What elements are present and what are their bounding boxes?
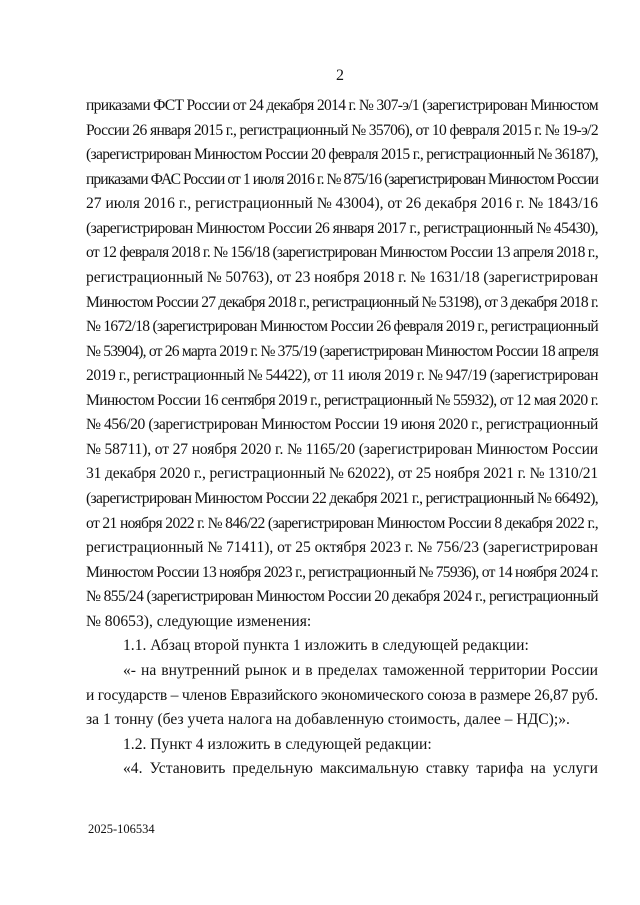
text-line	[86, 315, 598, 340]
text-line	[86, 119, 598, 144]
text-line-content: 31 декабря 2020 г., регистрационный № 62022), от 25 ноября 2021 г. № 1310/21	[86, 465, 598, 483]
text-line-content: 1.1. Абзац второй пункта 1 изложить в следующей редакции:	[123, 637, 529, 655]
text-line-content: от 12 февраля 2018 г. № 156/18 (зарегистрирован Минюстом России 13 апреля 2018 г.,	[86, 244, 598, 262]
text-line	[86, 340, 598, 365]
text-line-content: № 456/20 (зарегистрирован Минюстом России 19 июня 2020 г., регистрационный	[86, 416, 598, 434]
text-line	[86, 217, 598, 242]
text-line-content: Минюстом России 27 декабря 2018 г., регистрационный № 53198), от 3 декабря 2018 г.	[86, 293, 598, 311]
document-code: 2025-106534	[88, 822, 155, 836]
text-line	[86, 585, 598, 610]
text-line	[86, 610, 598, 635]
text-line	[86, 733, 598, 758]
text-line	[86, 487, 598, 512]
text-line-content: приказами ФАС России от 1 июля 2016 г. № 875/16 (зарегистрирован Минюстом России	[86, 170, 598, 188]
text-line	[86, 684, 598, 709]
text-line	[86, 192, 598, 217]
text-line-content: за 1 тонну (без учета налога на добавленную стоимость, далее – НДС);».	[86, 711, 570, 729]
text-line-content: от 21 ноября 2022 г. № 846/22 (зарегистрирован Минюстом России 8 декабря 2022 г.,	[86, 514, 598, 532]
document-body	[86, 94, 598, 782]
text-line	[86, 266, 598, 291]
text-line	[86, 512, 598, 537]
text-line-content: № 58711), от 27 ноября 2020 г. № 1165/20 (зарегистрирован Минюстом России	[86, 440, 598, 458]
text-line-content: № 80653), следующие изменения:	[86, 612, 312, 630]
text-line	[86, 708, 598, 733]
text-line-content: 1.2. Пункт 4 изложить в следующей редакции:	[123, 735, 432, 753]
text-line	[86, 291, 598, 316]
text-line	[86, 241, 598, 266]
text-line	[86, 364, 598, 389]
text-line-content: регистрационный № 71411), от 25 октября 2023 г. № 756/23 (зарегистрирован	[86, 539, 598, 557]
text-line-content: регистрационный № 50763), от 23 ноября 2018 г. № 1631/18 (зарегистрирован	[86, 268, 598, 286]
text-line-content: № 855/24 (зарегистрирован Минюстом России 20 декабря 2024 г., регистрационный	[86, 588, 598, 606]
text-line	[86, 168, 598, 193]
page-number: 2	[336, 67, 344, 84]
text-line-content: № 1672/18 (зарегистрирован Минюстом России 26 февраля 2019 г., регистрационный	[86, 318, 598, 336]
text-line-content: (зарегистрирован Минюстом России 20 февраля 2015 г., регистрационный № 36187),	[86, 146, 598, 164]
text-line-content: «4. Установить предельную максимальную ставку тарифа на услуги	[123, 760, 598, 778]
text-line	[86, 462, 598, 487]
text-line	[86, 438, 598, 463]
text-line-content: 2019 г., регистрационный № 54422), от 11 июля 2019 г. № 947/19 (зарегистрирован	[86, 367, 598, 385]
text-line-content: «- на внутренний рынок и в пределах таможенной территории России	[123, 661, 598, 679]
text-line-content: № 53904), от 26 марта 2019 г. № 375/19 (зарегистрирован Минюстом России 18 апреля	[86, 342, 598, 360]
text-line	[86, 94, 598, 119]
text-line-content: России 26 января 2015 г., регистрационный № 35706), от 10 февраля 2015 г. № 19-э/2	[86, 121, 598, 139]
text-line-content: (зарегистрирован Минюстом России 26 января 2017 г., регистрационный № 45430),	[86, 219, 598, 237]
text-line	[86, 659, 598, 684]
text-line	[86, 536, 598, 561]
text-line	[86, 413, 598, 438]
text-line	[86, 561, 598, 586]
text-line	[86, 757, 598, 782]
text-line-content: Минюстом России 16 сентября 2019 г., регистрационный № 55932), от 12 мая 2020 г.	[86, 391, 598, 409]
text-line-content: приказами ФСТ России от 24 декабря 2014 г. № 307-э/1 (зарегистрирован Минюстом	[86, 97, 598, 114]
text-line	[86, 143, 598, 168]
text-line-content: (зарегистрирован Минюстом России 22 декабря 2021 г., регистрационный № 66492),	[86, 490, 598, 507]
text-line-content: Минюстом России 13 ноября 2023 г., регистрационный № 75936), от 14 ноября 2024 г.	[86, 563, 598, 581]
text-line-content: и государств – членов Евразийского экономического союза в размере 26,87 руб.	[86, 686, 598, 704]
text-line-content: 27 июля 2016 г., регистрационный № 43004), от 26 декабря 2016 г. № 1843/16	[86, 195, 598, 213]
text-line	[86, 389, 598, 414]
text-line	[86, 634, 598, 659]
